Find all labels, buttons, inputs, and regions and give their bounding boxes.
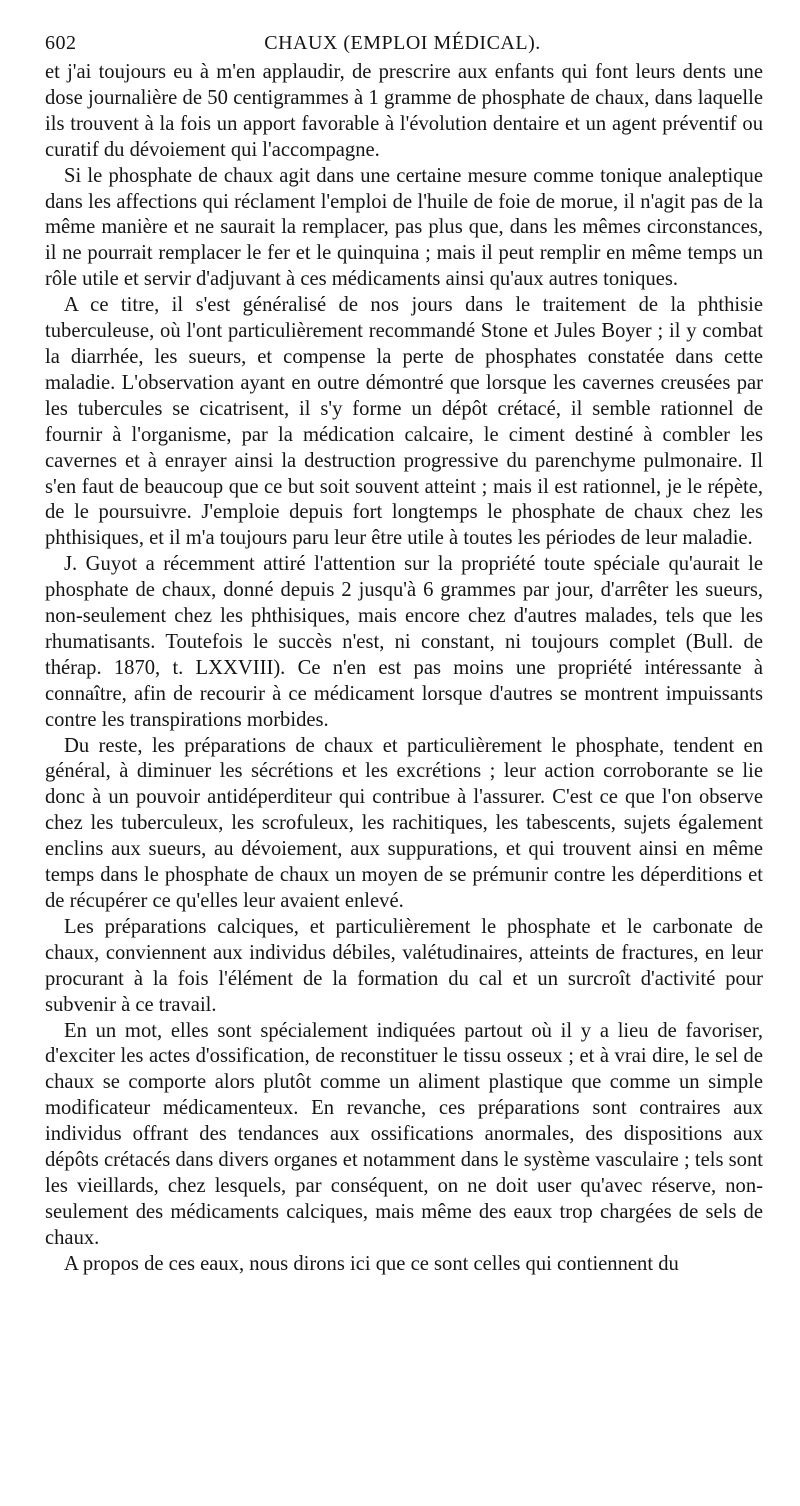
running-head: CHAUX (EMPLOI MÉDICAL). bbox=[264, 32, 541, 54]
body-text bbox=[45, 60, 763, 1278]
paragraph-ossification: En un mot, elles sont spécialement indiquées partout où il y a lieu de favoriser, d'exciter les actes d'ossification, de reconstituer le tissu osseux ; et à vrai dire, le sel de chaux se comporte alors plutôt comme un aliment plastique que comme un simple modificateur médicamenteux. En revanche, ces préparations sont contraires aux individus offrant des tendances aux ossifications anormales, des dispositions aux dépôts crétacés dans divers organes et notamment dans le système vasculaire ; tels sont les vieillards, chez lesquels, par conséquent, on ne doit user qu'avec réserve, non-seulement des médicaments calciques, mais même des eaux trop chargées de sels de chaux. bbox=[45, 1019, 763, 1249]
paragraph-phosphate-tonic: Si le phosphate de chaux agit dans une certaine mesure comme tonique analeptique dans les affections qui réclament l'emploi de l'huile de foie de morue, il n'agit pas de la même manière et ne saurait la remplacer, pas plus que, dans les mêmes circonstances, il ne pourrait remplacer le fer et le quinquina ; mais il peut remplir en même temps un rôle utile et servir d'adjuvant à ces médicaments ainsi qu'aux autres toniques. bbox=[45, 164, 763, 291]
page-number: 602 bbox=[45, 32, 77, 54]
paragraph-guyot-sweats: J. Guyot a récemment attiré l'attention sur la propriété toute spéciale qu'aurait le phosphate de chaux, donné depuis 2 jusqu'à 6 grammes par jour, d'arrêter les sueurs, non-seulement chez les phthisiques, mais encore chez d'autres malades, tels que les rhumatisants. Toutefois le succès n'est, ni constant, ni toujours complet (Bull. de thérap. 1870, t. LXXVIII). Ce n'en est pas moins une propriété intéressante à connaître, afin de recourir à ce médicament lorsque d'autres se montrent impuissants contre les transpirations morbides. bbox=[45, 553, 763, 731]
paragraph-secretions: Du reste, les préparations de chaux et particulièrement le phosphate, tendent en général, à diminuer les sécrétions et les excrétions ; leur action corroborante se lie donc à un pouvoir antidéperditeur qui contribue à l'assurer. C'est ce que l'on observe chez les tuberculeux, les scrofuleux, les rachitiques, les tabescents, sujets également enclins aux sueurs, au dévoiement, aux suppurations, et qui trouvent ainsi en même temps dans le phosphate de chaux un moyen de se prémunir contre les déperditions et de récupérer ce qu'elles leur avaient enlevé. bbox=[45, 734, 763, 912]
page-header bbox=[45, 30, 760, 56]
paragraph-continuation: et j'ai toujours eu à m'en applaudir, de prescrire aux enfants qui font leurs dents une dose journalière de 50 centigrammes à 1 gramme de phosphate de chaux, dans laquelle ils trouvent à la fois un apport favorable à l'évolution dentaire et un agent préventif ou curatif du dévoiement qui l'accompagne. bbox=[45, 61, 763, 161]
paragraph-eaux: A propos de ces eaux, nous dirons ici que ce sont celles qui contiennent du bbox=[64, 1252, 679, 1275]
paragraph-phthisis: A ce titre, il s'est généralisé de nos jours dans le traitement de la phthisie tuberculeuse, où l'ont particulièrement recommandé Stone et Jules Boyer ; il y combat la diarrhée, les sueurs, et compense la perte de phosphates constatée dans cette maladie. L'observation ayant en outre démontré que lorsque les cavernes creusées par les tubercules se cicatrisent, il s'y forme un dépôt crétacé, il semble rationnel de fournir à l'organisme, par la médication calcaire, le ciment destiné à combler les cavernes et à enrayer ainsi la destruction progressive du parenchyme pulmonaire. Il s'en faut de beaucoup que ce but soit souvent atteint ; mais il est rationnel, je le répète, de le poursuivre. J'emploie depuis fort longtemps le phosphate de chaux chez les phthisiques, et il m'a toujours paru leur être utile à toutes les périodes de leur maladie. bbox=[45, 294, 763, 550]
paragraph-fractures: Les préparations calciques, et particulièrement le phosphate et le carbonate de chaux, conviennent aux individus débiles, valétudinaires, atteints de fractures, en leur procurant à la fois l'élément de la formation du cal et un surcroît d'activité pour subvenir à ce travail. bbox=[45, 915, 763, 1016]
